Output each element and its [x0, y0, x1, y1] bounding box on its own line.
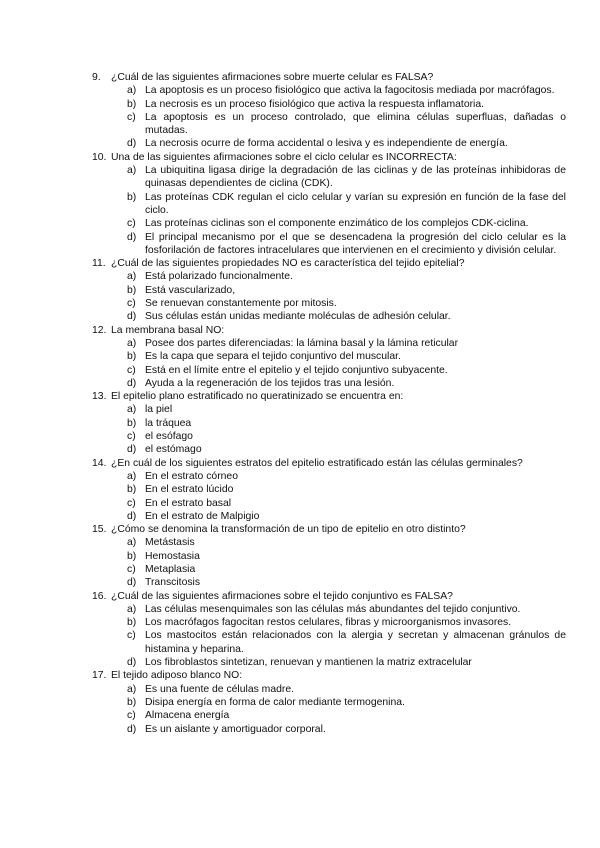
option-letter: b) — [127, 98, 137, 110]
question-number: 13. — [92, 391, 107, 403]
option-letter: d) — [127, 657, 137, 669]
question-stem — [92, 669, 566, 682]
option-letter: b) — [127, 550, 137, 562]
question-text: El tejido adiposo blanco NO: — [111, 670, 243, 682]
answer-option — [92, 270, 566, 283]
answer-option — [92, 310, 566, 323]
question-stem — [92, 151, 566, 164]
option-letter: c) — [127, 563, 136, 575]
question-number: 12. — [92, 324, 107, 336]
option-letter: c) — [127, 111, 136, 123]
question-text: ¿Cuál de las siguientes propiedades NO es característica del tejido epitelial? — [111, 258, 465, 270]
question-text: ¿Cuál de las siguientes afirmaciones sobre el tejido conjuntivo es FALSA? — [111, 590, 453, 602]
option-text: Las proteínas ciclinas son el componente enzimático de los complejos CDK-ciclina. — [145, 218, 529, 230]
option-letter: a) — [127, 470, 137, 482]
question-8 — [92, 669, 566, 735]
option-letter: d) — [127, 444, 137, 456]
option-letter: d) — [127, 231, 137, 243]
question-6 — [92, 523, 566, 589]
answer-option — [92, 111, 566, 138]
answer-option — [92, 696, 566, 709]
answer-option — [92, 723, 566, 736]
option-letter: a) — [127, 404, 137, 416]
question-stem — [92, 590, 566, 603]
option-text: La necrosis es un proceso fisiológico que activa la respuesta inflamatoria. — [145, 98, 485, 110]
option-text: Es una fuente de células madre. — [145, 683, 295, 695]
option-letter: b) — [127, 696, 137, 708]
option-text: Los macrófagos fagocitan restos celulares, fibras y microorganismos invasores. — [145, 617, 512, 629]
answer-option — [92, 443, 566, 456]
answer-option — [92, 536, 566, 549]
option-text: En el estrato basal — [145, 497, 232, 509]
option-letter: a) — [127, 165, 137, 177]
option-letter: a) — [127, 85, 137, 97]
question-number: 16. — [92, 590, 107, 602]
answer-option — [92, 98, 566, 111]
option-text: Se renuevan constantemente por mitosis. — [145, 298, 337, 310]
answer-option — [92, 510, 566, 523]
answer-option — [92, 430, 566, 443]
question-stem — [92, 324, 566, 337]
option-text: la piel — [145, 404, 173, 416]
question-4 — [92, 390, 566, 456]
option-letter: d) — [127, 577, 137, 589]
option-text: Los fibroblastos sintetizan, renuevan y mantienen la matriz extracelular — [145, 657, 472, 669]
answer-option — [92, 550, 566, 563]
option-text: el estómago — [145, 444, 202, 456]
question-text: ¿En cuál de los siguientes estratos del epitelio estratificado están las células germinales? — [111, 457, 523, 469]
option-text: En el estrato córneo — [145, 470, 238, 482]
answer-option — [92, 350, 566, 363]
option-text: Es la capa que separa el tejido conjuntivo del muscular. — [145, 351, 401, 363]
answer-option — [92, 164, 566, 191]
answer-option — [92, 377, 566, 390]
question-stem — [92, 257, 566, 270]
question-stem — [92, 523, 566, 536]
option-text: Ayuda a la regeneración de los tejidos tras una lesión. — [145, 377, 395, 389]
question-number: 14. — [92, 457, 107, 469]
option-text: Sus células están unidas mediante moléculas de adhesión celular. — [145, 311, 451, 323]
option-letter: b) — [127, 284, 137, 296]
question-5 — [92, 457, 566, 523]
option-letter: d) — [127, 138, 137, 150]
option-text: Posee dos partes diferenciadas: la lámina basal y la lámina reticular — [145, 337, 459, 349]
option-letter: d) — [127, 723, 137, 735]
question-text: El epitelio plano estratificado no queratinizado se encuentra en: — [111, 391, 404, 403]
option-text: La apoptosis es un proceso controlado, que elimina células superfluas, dañadas o mutadas. — [145, 111, 566, 137]
option-letter: c) — [127, 497, 136, 509]
question-number: 10. — [92, 151, 107, 163]
option-letter: c) — [127, 431, 136, 443]
option-letter: d) — [127, 377, 137, 389]
option-letter: c) — [127, 710, 136, 722]
option-letter: a) — [127, 271, 137, 283]
question-7 — [92, 590, 566, 670]
option-letter: b) — [127, 351, 137, 363]
answer-option — [92, 603, 566, 616]
question-1 — [92, 151, 566, 257]
option-letter: a) — [127, 683, 137, 695]
answer-option — [92, 683, 566, 696]
option-letter: b) — [127, 191, 137, 203]
answer-option — [92, 417, 566, 430]
question-text: Una de las siguientes afirmaciones sobre el ciclo celular es INCORRECTA: — [111, 151, 457, 163]
question-2 — [92, 257, 566, 323]
answer-option — [92, 497, 566, 510]
option-text: En el estrato lúcido — [145, 484, 234, 496]
question-number: 15. — [92, 524, 107, 536]
option-text: la tráquea — [145, 417, 192, 429]
option-text: Las células mesenquimales son las células más abundantes del tejido conjuntivo. — [145, 603, 521, 615]
option-text: Transcitosis — [145, 577, 201, 589]
answer-option — [92, 576, 566, 589]
option-text: Metástasis — [145, 537, 195, 549]
option-text: La apoptosis es un proceso fisiológico que activa la fagocitosis mediada por macrófagos. — [145, 85, 555, 97]
answer-option — [92, 483, 566, 496]
answer-option — [92, 231, 566, 258]
answer-option — [92, 470, 566, 483]
option-letter: a) — [127, 537, 137, 549]
option-text: Está polarizado funcionalmente. — [145, 271, 293, 283]
option-letter: d) — [127, 510, 137, 522]
option-text: Las proteínas CDK regulan el ciclo celular y varían su expresión en función de la fase del ciclo. — [145, 191, 566, 216]
option-letter: d) — [127, 311, 137, 323]
option-text: En el estrato de Malpigio — [145, 510, 260, 522]
question-text: La membrana basal NO: — [111, 324, 225, 336]
option-text: El principal mecanismo por el que se desencadena la progresión del ciclo celular es la fosforilación de factores intracelulares que intervienen en el crecimiento y división celular. — [145, 231, 566, 256]
option-letter: a) — [127, 337, 137, 349]
answer-option — [92, 137, 566, 150]
answer-option — [92, 284, 566, 297]
option-text: Está vascularizado, — [145, 284, 236, 296]
option-letter: b) — [127, 417, 137, 429]
question-list — [92, 71, 566, 736]
question-text: ¿Cómo se denomina la transformación de un tipo de epitelio en otro distinto? — [111, 524, 466, 536]
option-letter: c) — [127, 364, 136, 376]
option-text: Los mastocitos están relacionados con la alergia y secretan y almacenan gránulos de histamina y heparina. — [145, 630, 566, 655]
answer-option — [92, 297, 566, 310]
answer-option — [92, 337, 566, 350]
option-letter: c) — [127, 218, 136, 230]
option-letter: a) — [127, 603, 137, 615]
question-number: 17. — [92, 670, 107, 682]
answer-option — [92, 616, 566, 629]
question-stem — [92, 457, 566, 470]
option-text: el esófago — [145, 431, 193, 443]
answer-option — [92, 403, 566, 416]
question-stem — [92, 71, 566, 84]
question-0 — [92, 71, 566, 151]
answer-option — [92, 191, 566, 218]
option-text: Hemostasia — [145, 550, 200, 562]
answer-option — [92, 656, 566, 669]
answer-option — [92, 217, 566, 230]
question-text: ¿Cuál de las siguientes afirmaciones sobre muerte celular es FALSA? — [111, 72, 434, 83]
question-stem — [92, 390, 566, 403]
option-text: La ubiquitina ligasa dirige la degradación de las ciclinas y de las proteínas inhibidoras de quinasas dependientes de ciclina (CDK). — [145, 165, 566, 190]
option-text: Metaplasia — [145, 563, 196, 575]
answer-option — [92, 563, 566, 576]
option-text: Es un aislante y amortiguador corporal. — [145, 723, 326, 735]
question-3 — [92, 324, 566, 390]
option-text: Está en el límite entre el epitelio y el tejido conjuntivo subyacente. — [145, 364, 448, 376]
question-number: 9. — [92, 72, 101, 83]
option-letter: b) — [127, 484, 137, 496]
option-text: Almacena energía — [145, 710, 230, 722]
option-letter: c) — [127, 630, 136, 642]
answer-option — [92, 84, 566, 97]
option-letter: c) — [127, 298, 136, 310]
answer-option — [92, 364, 566, 377]
answer-option — [92, 629, 566, 656]
option-text: Disipa energía en forma de calor mediante termogenina. — [145, 696, 405, 708]
question-number: 11. — [92, 258, 106, 270]
answer-option — [92, 709, 566, 722]
option-letter: b) — [127, 617, 137, 629]
option-text: La necrosis ocurre de forma accidental o lesiva y es independiente de energía. — [145, 138, 508, 150]
